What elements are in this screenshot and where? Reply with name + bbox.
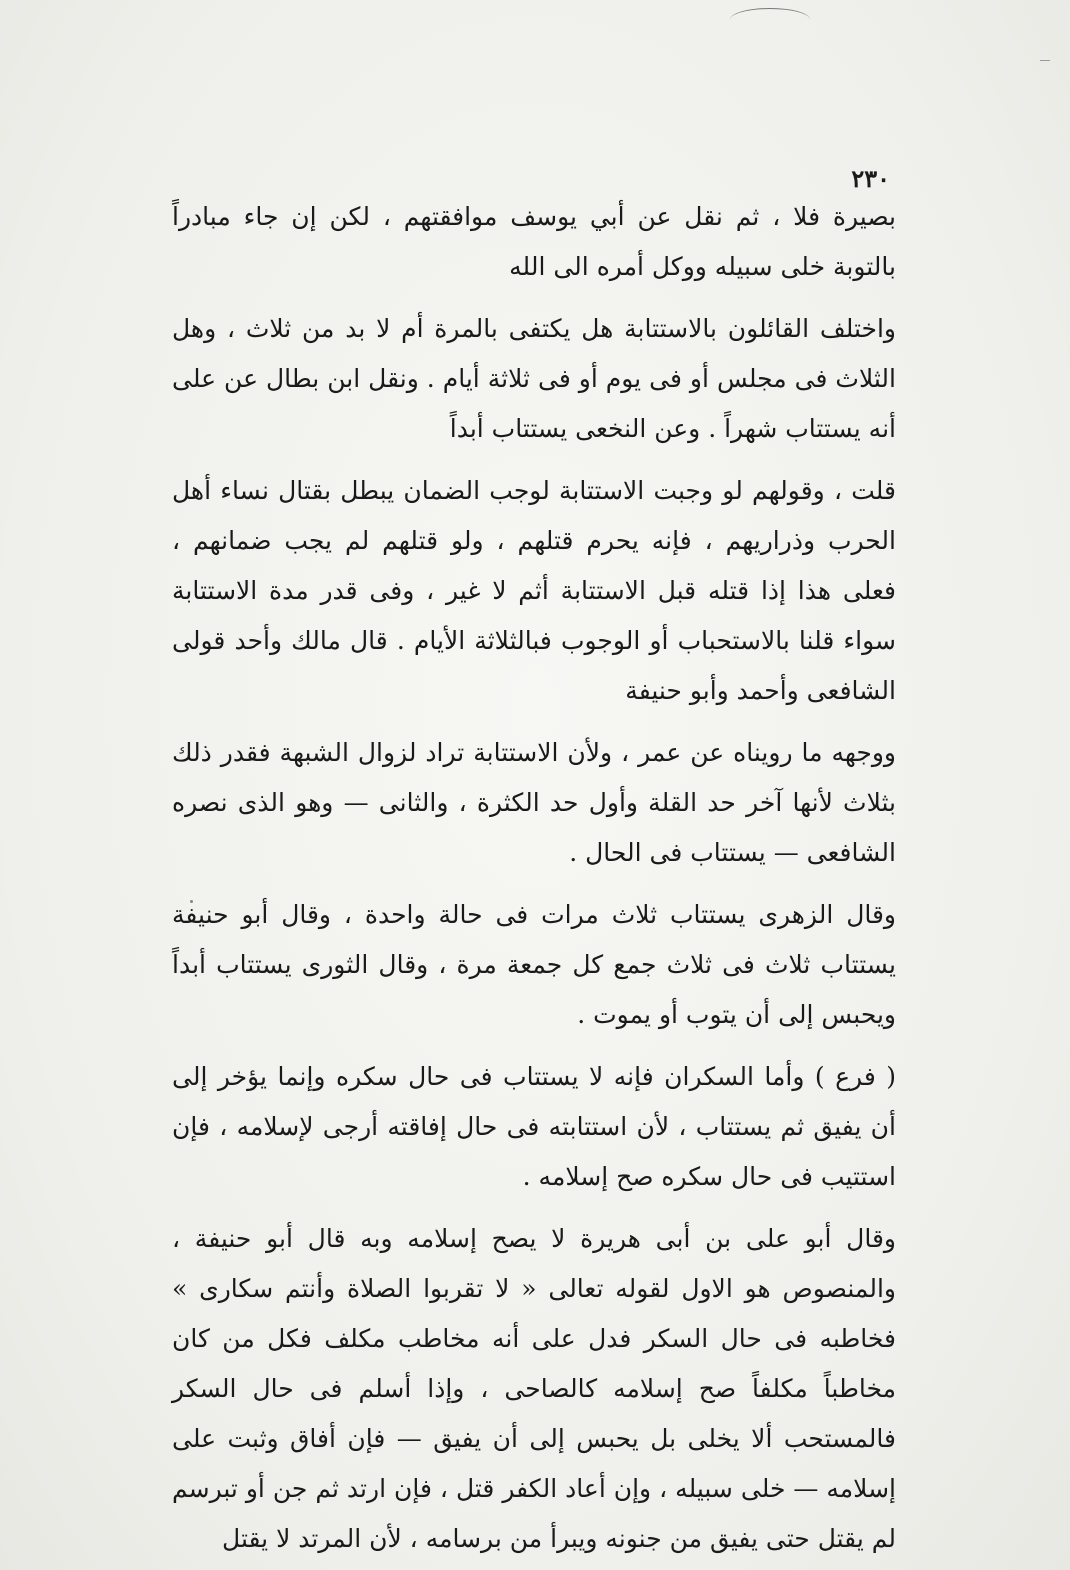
paragraph: قلت ، وقولهم لو وجبت الاستتابة لوجب الضمان يبطل بقتال نساء أهل الحرب وذراريهم ، فإنه يحرم قتلهم ، ولو قتلهم لم يجب ضمانهم ، فعلى هذا إذا قتله قبل الاستتابة أثم لا غير ، وفى قدر مدة الاستتابة سواء قلنا بالاستحباب أو الوجوب فبالثلاثة الأيام . قال مالك وأحد قولى الشافعى وأحمد وأبو حنيفة [172,476,896,705]
paragraph: واختلف القائلون بالاستتابة هل يكتفى بالمرة أم لا بد من ثلاث ، وهل الثلاث فى مجلس أو فى يوم أو فى ثلاثة أيام . ونقل ابن بطال عن على أنه يستتاب شهراً . وعن النخعى يستتاب أبداً [172,314,896,443]
paragraph: وقال الزهرى يستتاب ثلاث مرات فى حالة واحدة ، وقال أبو حنيفة يستتاب ثلاث فى ثلاث جمع كل جمعة مرة ، وقال الثورى يستتاب أبداً ويحبس إلى أن يتوب أو يموت . [172,900,896,1029]
paragraph: ووجهه ما رويناه عن عمر ، ولأن الاستتابة تراد لزوال الشبهة فقدر ذلك بثلاث لأنها آخر حد القلة وأول حد الكثرة ، والثانى — وهو الذى نصره الشافعى — يستتاب فى الحال . [172,738,897,867]
paragraph: وقال أبو على بن أبى هريرة لا يصح إسلامه وبه قال أبو حنيفة ، والمنصوص هو الاول لقوله تعالى « لا تقربوا الصلاة وأنتم سكارى » فخاطبه فى حال السكر فدل على أنه مخاطب مكلف فكل من كان مخاطباً مكلفاً صح إسلامه كالصاحى ، وإذا أسلم فى حال السكر فالمستحب ألا يخلى بل يحبس إلى أن يفيق — فإن أفاق وثبت على إسلامه — خلى سبيله ، وإن أعاد الكفر قتل ، فإن ارتد ثم جن أو تبرسم لم يقتل حتى يفيق من جنونه ويبرأ من برسامه ، لأن المرتد لا يقتل [172,1224,896,1553]
page-number: ٢٣٠ [851,164,890,193]
page-curl-mark [730,8,810,31]
paragraph: بصيرة فلا ، ثم نقل عن أبي يوسف موافقتهم ، لكن إن جاء مبادراً بالتوبة خلى سبيله ووكل أمره الى الله [172,202,896,281]
edge-mark [1040,60,1050,61]
body-text [172,192,896,1564]
paragraph: ( فرع ) وأما السكران فإنه لا يستتاب فى حال سكره وإنما يؤخر إلى أن يفيق ثم يستتاب ، لأن استتابته فى حال إفاقته أرجى لإسلامه ، فإن استتيب فى حال سكره صح إسلامه . [172,1062,896,1191]
